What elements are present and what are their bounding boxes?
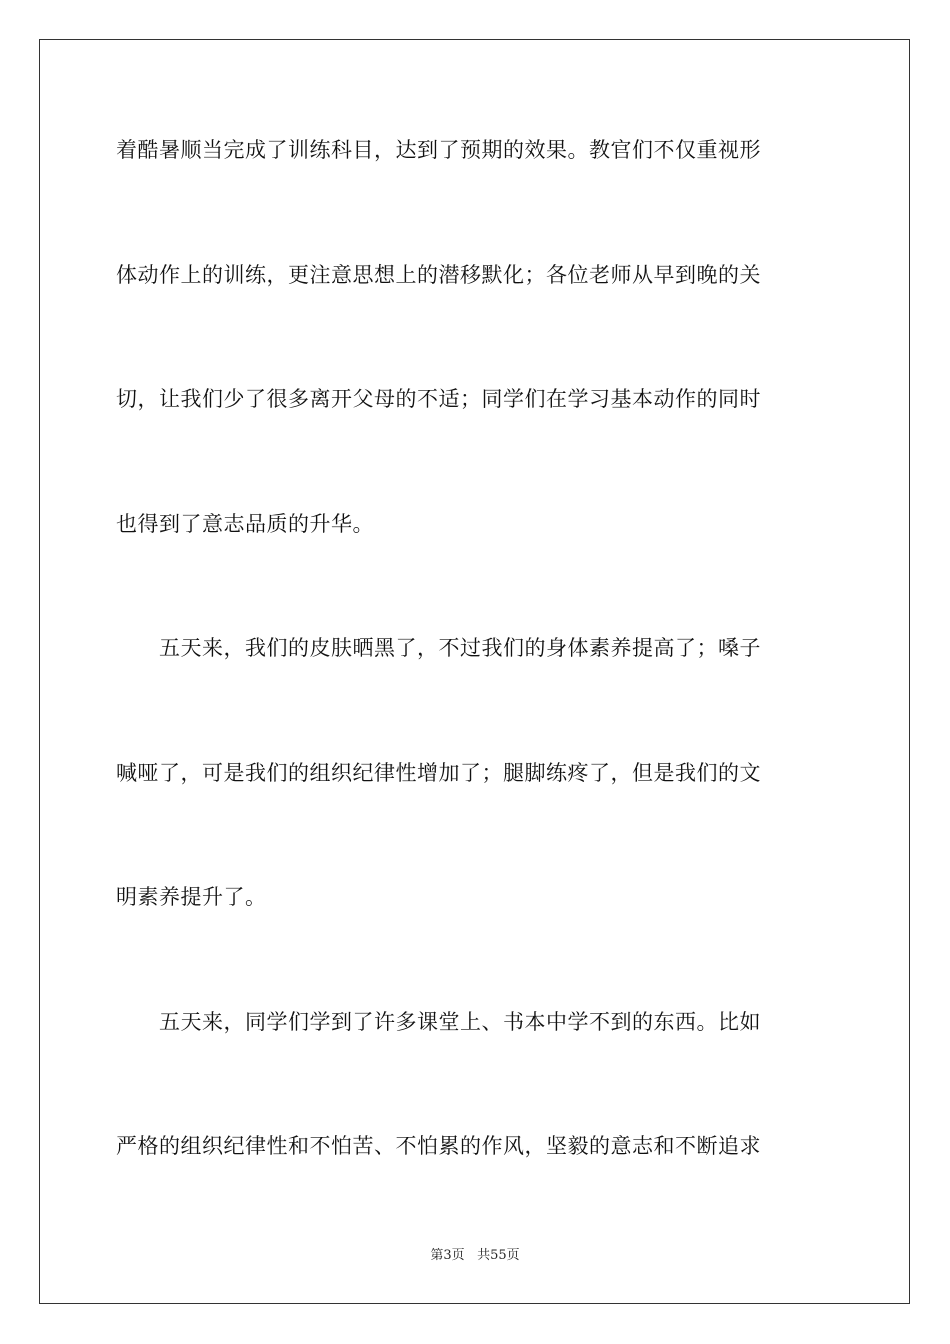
page-footer xyxy=(0,1247,950,1265)
text-line-1: 着酷暑顺当完成了训练科目，达到了预期的效果。教官们不仅重视形 xyxy=(116,138,761,162)
text-line-9: 严格的组织纪律性和不怕苦、不怕累的作风，坚毅的意志和不断追求 xyxy=(116,1134,761,1158)
text-line-7: 明素养提升了。 xyxy=(116,885,267,909)
text-line-8: 五天来，同学们学到了许多课堂上、书本中学不到的东西。比如 xyxy=(116,1010,761,1034)
page-number: 第3页 xyxy=(430,1248,465,1263)
page-total: 共55页 xyxy=(477,1248,520,1263)
text-line-2: 体动作上的训练，更注意思想上的潜移默化；各位老师从早到晚的关 xyxy=(116,263,761,287)
text-line-3: 切，让我们少了很多离开父母的不适；同学们在学习基本动作的同时 xyxy=(116,387,761,411)
page-border xyxy=(39,39,910,1304)
text-line-6: 喊哑了，可是我们的组织纪律性增加了；腿脚练疼了，但是我们的文 xyxy=(116,761,761,785)
text-line-5: 五天来，我们的皮肤晒黑了，不过我们的身体素养提高了；嗓子 xyxy=(116,636,761,660)
text-line-4: 也得到了意志品质的升华。 xyxy=(116,512,374,536)
